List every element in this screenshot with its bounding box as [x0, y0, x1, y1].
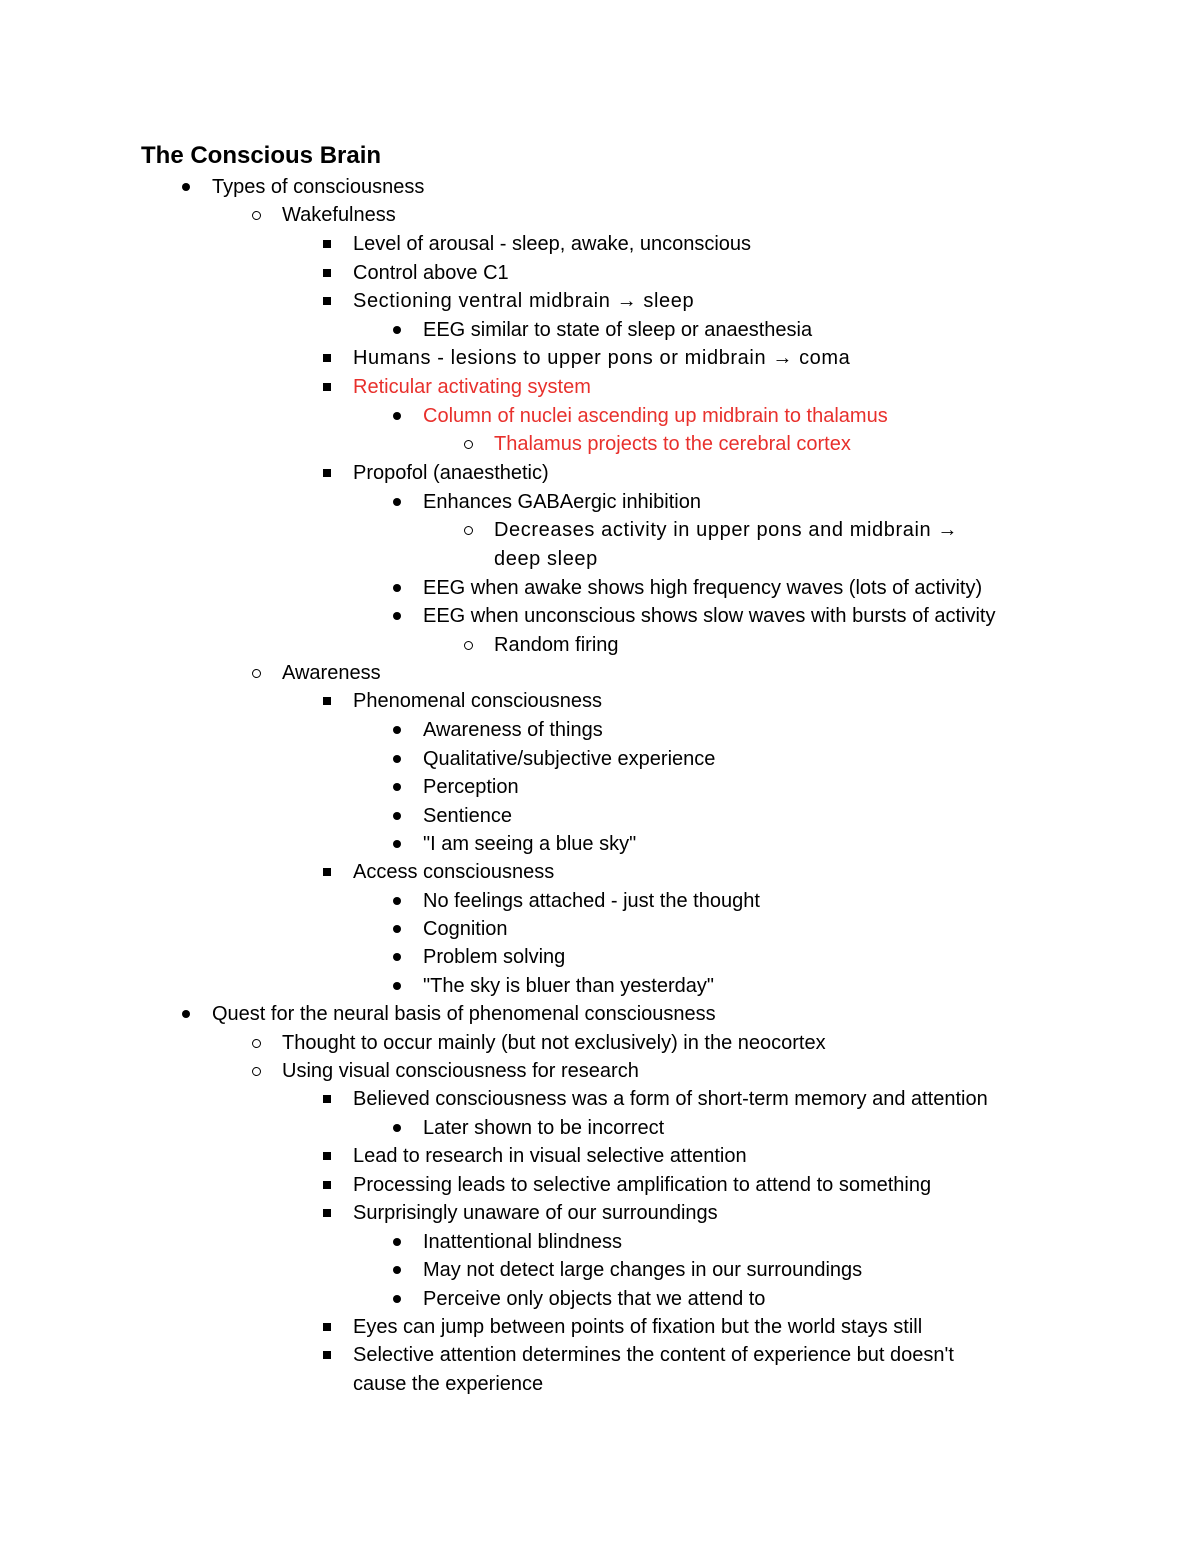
- list-item: Surprisingly unaware of our surroundings: [353, 1199, 718, 1227]
- bullet-square-icon: [317, 344, 337, 372]
- bullet-dot-icon: [387, 943, 407, 971]
- bullet-dot-icon: [387, 802, 407, 830]
- list-item: Selective attention determines the content of experience but doesn't: [353, 1341, 954, 1369]
- list-item: Types of consciousness: [212, 173, 424, 201]
- bullet-circle-icon: [246, 1057, 266, 1085]
- list-item: Sectioning ventral midbrain → sleep: [353, 287, 694, 315]
- list-item: EEG when awake shows high frequency waves (lots of activity): [423, 574, 982, 602]
- list-item: Humans - lesions to upper pons or midbrain → coma: [353, 344, 850, 372]
- list-item: Wakefulness: [282, 201, 396, 229]
- bullet-circle-icon: [458, 430, 478, 458]
- bullet-dot-icon: [387, 915, 407, 943]
- bullet-dot-icon: [387, 1256, 407, 1284]
- list-item: Thalamus projects to the cerebral cortex: [494, 430, 851, 458]
- bullet-dot-icon: [387, 602, 407, 630]
- list-item: EEG similar to state of sleep or anaesthesia: [423, 316, 812, 344]
- list-item: Decreases activity in upper pons and midbrain →: [494, 516, 958, 544]
- bullet-dot-icon: [387, 773, 407, 801]
- list-item: Propofol (anaesthetic): [353, 459, 549, 487]
- bullet-circle-icon: [458, 516, 478, 544]
- bullet-square-icon: [317, 1199, 337, 1227]
- list-item: Believed consciousness was a form of short-term memory and attention: [353, 1085, 988, 1113]
- bullet-dot-icon: [387, 1114, 407, 1142]
- list-item: Random firing: [494, 631, 619, 659]
- list-item: Perceive only objects that we attend to: [423, 1285, 765, 1313]
- bullet-dot-icon: [176, 1000, 196, 1028]
- bullet-dot-icon: [176, 173, 196, 201]
- bullet-dot-icon: [387, 574, 407, 602]
- list-item: Column of nuclei ascending up midbrain to thalamus: [423, 402, 888, 430]
- bullet-dot-icon: [387, 316, 407, 344]
- list-item-continuation: cause the experience: [353, 1373, 544, 1395]
- list-item: Phenomenal consciousness: [353, 687, 602, 715]
- list-item: Problem solving: [423, 943, 565, 971]
- bullet-square-icon: [317, 373, 337, 401]
- bullet-circle-icon: [246, 201, 266, 229]
- bullet-square-icon: [317, 687, 337, 715]
- bullet-dot-icon: [387, 745, 407, 773]
- bullet-dot-icon: [387, 887, 407, 915]
- list-item: Sentience: [423, 802, 512, 830]
- list-item: Processing leads to selective amplification to attend to something: [353, 1171, 931, 1199]
- document-title: The Conscious Brain: [141, 142, 382, 169]
- list-item: "I am seeing a blue sky": [423, 830, 636, 858]
- bullet-dot-icon: [387, 402, 407, 430]
- list-item: Level of arousal - sleep, awake, unconscious: [353, 230, 751, 258]
- list-item: Eyes can jump between points of fixation but the world stays still: [353, 1313, 922, 1341]
- list-item: Control above C1: [353, 259, 509, 287]
- list-item: Perception: [423, 773, 519, 801]
- bullet-dot-icon: [387, 1228, 407, 1256]
- list-item: Lead to research in visual selective attention: [353, 1142, 747, 1170]
- list-item-continuation: deep sleep: [494, 548, 598, 570]
- bullet-square-icon: [317, 1171, 337, 1199]
- bullet-square-icon: [317, 459, 337, 487]
- bullet-square-icon: [317, 287, 337, 315]
- bullet-circle-icon: [246, 1029, 266, 1057]
- bullet-square-icon: [317, 1341, 337, 1369]
- list-item: Thought to occur mainly (but not exclusively) in the neocortex: [282, 1029, 826, 1057]
- bullet-circle-icon: [246, 659, 266, 687]
- bullet-circle-icon: [458, 631, 478, 659]
- list-item: No feelings attached - just the thought: [423, 887, 760, 915]
- bullet-dot-icon: [387, 716, 407, 744]
- bullet-dot-icon: [387, 972, 407, 1000]
- list-item: Inattentional blindness: [423, 1228, 622, 1256]
- list-item: Reticular activating system: [353, 373, 591, 401]
- list-item: Qualitative/subjective experience: [423, 745, 715, 773]
- list-item: Enhances GABAergic inhibition: [423, 488, 701, 516]
- bullet-square-icon: [317, 259, 337, 287]
- list-item: Using visual consciousness for research: [282, 1057, 639, 1085]
- list-item: Awareness: [282, 659, 381, 687]
- bullet-square-icon: [317, 1085, 337, 1113]
- list-item: Quest for the neural basis of phenomenal consciousness: [212, 1000, 716, 1028]
- bullet-dot-icon: [387, 830, 407, 858]
- bullet-dot-icon: [387, 1285, 407, 1313]
- list-item: May not detect large changes in our surroundings: [423, 1256, 862, 1284]
- list-item: EEG when unconscious shows slow waves with bursts of activity: [423, 602, 995, 630]
- list-item: Later shown to be incorrect: [423, 1114, 664, 1142]
- list-item: Cognition: [423, 915, 508, 943]
- bullet-square-icon: [317, 230, 337, 258]
- bullet-dot-icon: [387, 488, 407, 516]
- bullet-square-icon: [317, 1142, 337, 1170]
- bullet-square-icon: [317, 858, 337, 886]
- list-item: "The sky is bluer than yesterday": [423, 972, 714, 1000]
- list-item: Access consciousness: [353, 858, 554, 886]
- list-item: Awareness of things: [423, 716, 603, 744]
- bullet-square-icon: [317, 1313, 337, 1341]
